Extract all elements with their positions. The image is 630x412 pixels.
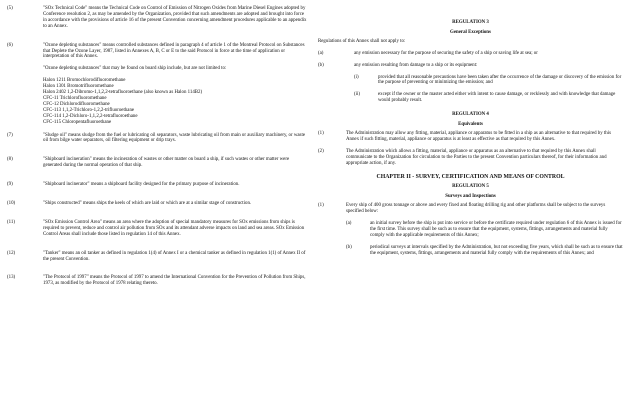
item-number: (11)	[7, 219, 15, 225]
definition-11	[7, 220, 307, 244]
exception-a	[318, 51, 623, 57]
item-label: (i)	[354, 74, 359, 80]
list-item: Halon 1301 Bromotrifluoromethane	[43, 84, 114, 90]
definition-text: "Shipboard incinerator" means a shipboard facility designed for the primary purpose of incineration.	[43, 182, 240, 188]
item-text: Every ship of 400 gross tonnage or above and every fixed and floating drilling rig and other platforms shall be subject to the surveys specified below:	[346, 203, 606, 215]
chapter-title: CHAPTER II - SURVEY, CERTIFICATION AND MEANS OF CONTROL	[376, 173, 565, 180]
item-text: The Administration which allows a fitting, material, appliance or apparatus as an alternative to that required by this Annex shall communicate to the Organization for circulation to the Parties to the present Convention particulars thereof, for their information and appropriate action, if any.	[346, 148, 607, 166]
item-number: (5)	[7, 6, 13, 11]
definition-text: "Sludge oil" means sludge from the fuel or lubricating oil separators, waste lubricating oil from main or auxiliary machinery, or waste oil from bilge water separators, oil filtering equipment or drip trays.	[43, 132, 305, 144]
list-item: Halon 2402 1,2-Dibromo-1,1,2,2-tetrafluoroethane (also known as Halon 114B2)	[43, 90, 203, 96]
definition-5	[7, 6, 307, 36]
item-number: (6)	[7, 42, 13, 48]
item-text: periodical surveys at intervals specified by the Administration, but not exceeding five years, which shall be such as to ensure that the equipment, systems, fittings, arrangements and material fully comply with the requirements of this Annex; and	[370, 244, 623, 256]
reg5-para-1	[318, 203, 623, 215]
exception-b	[318, 63, 623, 69]
item-number: (8)	[7, 157, 13, 163]
item-text: any emission necessary for the purpose of securing the safety of a ship or saving life at sea; or	[354, 50, 538, 56]
item-number: (7)	[7, 132, 13, 138]
definition-text: "The Protocol of 1997" means the Protocol of 1997 to amend the International Convention for the Prevention of Pollution from Ships, 1973, as modified by the Protocol of 1978 relating thereto.	[43, 275, 306, 287]
item-label: (a)	[318, 50, 324, 56]
definition-9	[7, 182, 307, 194]
reg4-para-1	[318, 131, 623, 143]
left-column	[7, 6, 307, 300]
definition-text: "Ships constructed" means ships the keels of which are laid or which are at a similar stage of construction.	[43, 201, 252, 207]
definition-text: "Ozone depleting substances" that may be found on board ship include, but are not limited to:	[43, 66, 227, 72]
list-item: CFC-12 Dichlorodifluoromethane	[43, 101, 110, 107]
item-number: (9)	[7, 182, 13, 188]
right-column	[318, 16, 623, 263]
definition-13	[7, 275, 307, 293]
item-label: (a)	[346, 221, 352, 227]
exception-b-ii	[354, 92, 623, 104]
item-number: (1)	[318, 130, 324, 136]
list-item: CFC-115 Chloropentafluoroethane	[43, 119, 112, 125]
item-text: provided that all reasonable precautions have been taken after the occurrence of the damage or discovery of the emission for the purpose of preventing or minimizing the emission; and	[378, 74, 622, 86]
survey-a	[346, 221, 623, 239]
list-item: Halon 1211 Bromochlorodifluoromethane	[43, 78, 126, 84]
item-text: The Administration may allow any fitting, material, appliance or apparatus to be fitted in a ship as an alternative to that required by this Annex if such fitting, material, appliance or apparatus is at least as effective as that required by this Annex.	[346, 130, 611, 142]
definition-text: "Tanker" means an oil tanker as defined in regulation 1(4) of Annex I or a chemical tanker as defined in regulation 1(1) of Annex II of the present Convention.	[43, 250, 306, 262]
regulation-title: REGULATION 3	[452, 20, 489, 25]
regulation-title: REGULATION 5	[452, 184, 489, 190]
survey-b	[346, 245, 623, 257]
definition-6	[7, 43, 307, 126]
regulation-subtitle: Surveys and Inspections	[445, 194, 496, 200]
item-number: (12)	[7, 250, 16, 256]
item-label: (ii)	[354, 92, 360, 98]
exception-b-i	[354, 75, 623, 87]
definition-text: "Shipboard incineration" means the incineration of wastes or other matter on board a ship, if such wastes or other matter were generated during the normal operation of that ship.	[43, 157, 290, 169]
item-text: an initial survey before the ship is put into service or before the certificate required under regulation 6 of this Annex is issued for the first time. This survey shall be such as to ensure that the equipment, systems, fittings, arrangements and material fully comply with the applicable requirements of this Annex;	[370, 221, 622, 238]
regulation-subtitle: Equivalents	[458, 122, 483, 128]
definition-12	[7, 251, 307, 269]
item-label: (b)	[346, 244, 352, 250]
item-text: any emission resulting from damage to a ship or its equipment:	[354, 62, 478, 68]
item-text: except if the owner or the master acted either with intent to cause damage, or recklessly and with knowledge that damage would probably result.	[378, 92, 616, 104]
item-number: (10)	[7, 201, 16, 207]
list-item: CFC-113 1,1,2-Trichloro-1,2,2-trifluoroethane	[43, 107, 135, 113]
definition-8	[7, 157, 307, 175]
definition-text: "SOx Emission Control Area" means an area where the adoption of special mandatory measures for SOx emissions from ships is required to prevent, reduce and control air pollution from SOx and its attendant adverse impacts on land and sea areas. SOx Emission Control Areas shall include those listed in regulation 14 of this Annex.	[43, 219, 305, 237]
reg4-para-2	[318, 149, 623, 167]
regulation-subtitle: General Exceptions	[450, 29, 491, 35]
item-label: (b)	[318, 62, 324, 68]
item-number: (1)	[318, 203, 324, 209]
regulation-title: REGULATION 4	[452, 112, 489, 118]
list-item: CFC-114 1,2-Dichloro-1,1,2,2-tetrafluoroethane	[43, 113, 138, 119]
item-number: (13)	[7, 275, 16, 281]
item-number: (2)	[318, 148, 324, 154]
definition-7	[7, 133, 307, 151]
definition-text: "SOx Technical Code" means the Technical Code on Control of Emission of Nitrogen Oxides from Marine Diesel Engines adopted by Conference resolution 2, as may be amended by the Organization, provided that such amendments are adopted and brought into force in accordance with the provisions of article 16 of the present Convention concerning amendment procedures applicable to an appendix to an Annex.	[43, 6, 307, 29]
substance-list	[43, 78, 307, 125]
definition-text: "Ozone depleting substances" means controlled substances defined in paragraph 4 of article 1 of the Montreal Protocol on Substances that Deplete the Ozone Layer, 1987, listed in Annexes A, B, C or E to the said Protocol in force at the time of application or interpretation of this Annex.	[43, 42, 305, 60]
regulation-intro: Regulations of this Annex shall not apply to:	[318, 38, 406, 44]
list-item: CFC-11 Trichlorofluoromethane	[43, 95, 107, 101]
definition-10	[7, 201, 307, 213]
